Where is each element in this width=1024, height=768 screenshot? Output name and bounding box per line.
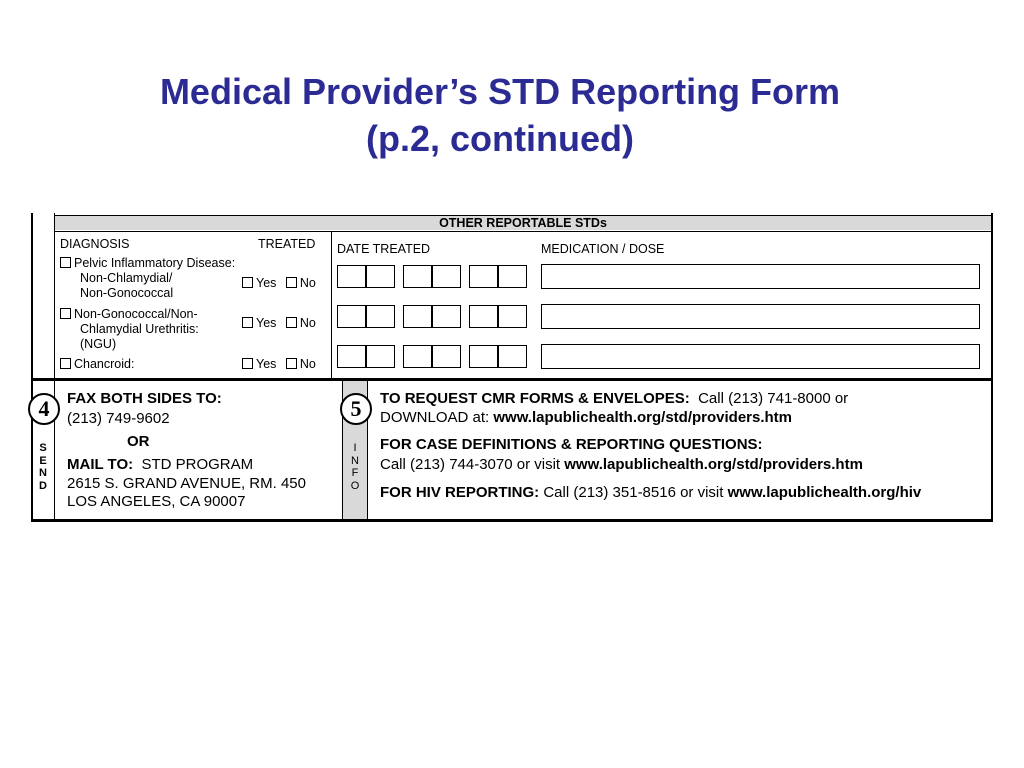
ngu-label-line2: Chlamydial Urethritis: xyxy=(80,322,199,336)
pid-label: Pelvic Inflammatory Disease: xyxy=(74,256,236,270)
medication-field-row-3[interactable] xyxy=(541,344,980,369)
diagnosis-row-pid xyxy=(60,256,235,270)
chancroid-no-checkbox[interactable] xyxy=(286,358,297,369)
col-medication: MEDICATION / DOSE xyxy=(541,242,665,256)
pid-label-line3: Non-Gonococcal xyxy=(80,286,174,300)
ngu-treated-options xyxy=(242,316,316,330)
or-label: OR xyxy=(127,433,150,450)
page-subtitle: (p.2, continued) xyxy=(366,118,634,159)
ngu-no-checkbox[interactable] xyxy=(286,317,297,328)
header-bottom-line xyxy=(55,231,991,232)
diagnosis-row-chancroid xyxy=(60,357,134,371)
hiv-link[interactable]: www.lapublichealth.org/hiv xyxy=(727,484,922,501)
medication-field-row-2[interactable] xyxy=(541,304,980,329)
medication-field-row-1[interactable] xyxy=(541,264,980,289)
pid-treated-options xyxy=(242,276,316,290)
address-line-2: LOS ANGELES, CA 90007 xyxy=(67,493,246,510)
mail-name: STD PROGRAM xyxy=(141,456,254,473)
request-forms-label: TO REQUEST CMR FORMS & ENVELOPES: xyxy=(380,390,690,407)
pid-no-label: No xyxy=(299,276,316,290)
fax-label: FAX BOTH SIDES TO: xyxy=(67,390,222,407)
send-vertical-label: S E N D xyxy=(39,442,47,492)
address-line-1: 2615 S. GRAND AVENUE, RM. 450 xyxy=(67,475,306,492)
mail-label: MAIL TO: xyxy=(67,456,134,473)
chancroid-no-label: No xyxy=(299,357,316,371)
pid-yes-checkbox[interactable] xyxy=(242,277,253,288)
providers-link[interactable]: www.lapublichealth.org/std/providers.htm xyxy=(493,409,793,426)
std-reporting-form xyxy=(31,213,993,521)
col-diagnosis: DIAGNOSIS xyxy=(60,237,130,251)
ngu-no-label: No xyxy=(299,316,316,330)
hiv-reporting-line xyxy=(380,484,921,501)
pid-yes-label: Yes xyxy=(256,276,277,290)
col-treated: TREATED xyxy=(258,237,316,251)
ngu-label: Non-Gonococcal/Non- xyxy=(74,307,198,321)
request-forms-line xyxy=(380,390,848,407)
case-providers-link[interactable]: www.lapublichealth.org/std/providers.htm xyxy=(564,456,863,473)
left-margin-line xyxy=(54,213,55,379)
section-header: OTHER REPORTABLE STDs xyxy=(439,216,607,230)
ngu-label-line3: (NGU) xyxy=(80,337,117,351)
page-title: Medical Provider’s STD Reporting Form xyxy=(159,71,841,112)
ngu-checkbox[interactable] xyxy=(60,308,71,319)
frame-bottom xyxy=(31,519,993,522)
download-label: DOWNLOAD at: xyxy=(380,409,490,426)
col-date-treated: DATE TREATED xyxy=(337,242,431,256)
download-line xyxy=(380,409,792,426)
chancroid-treated-options xyxy=(242,357,316,371)
chancroid-yes-checkbox[interactable] xyxy=(242,358,253,369)
chancroid-yes-label: Yes xyxy=(256,357,277,371)
section-divider xyxy=(31,378,993,381)
pid-checkbox[interactable] xyxy=(60,257,71,268)
case-definitions-line xyxy=(380,456,863,473)
pid-label-line2: Non-Chlamydial/ xyxy=(80,271,173,285)
ngu-yes-label: Yes xyxy=(256,316,277,330)
hiv-call: Call (213) 351-8516 or visit xyxy=(543,484,724,501)
mail-to xyxy=(67,456,253,473)
treated-divider xyxy=(331,232,332,379)
info-vertical-label: I N F O xyxy=(350,442,360,492)
hiv-reporting-label: FOR HIV REPORTING: xyxy=(380,484,540,501)
case-call: Call (213) 744-3070 or visit xyxy=(380,456,561,473)
chancroid-label: Chancroid: xyxy=(74,357,135,371)
ngu-yes-checkbox[interactable] xyxy=(242,317,253,328)
fax-number: (213) 749-9602 xyxy=(67,410,170,427)
pid-no-checkbox[interactable] xyxy=(286,277,297,288)
info-step-number: 5 xyxy=(340,393,372,425)
request-forms-call: Call (213) 741-8000 or xyxy=(698,390,849,407)
case-definitions-label: FOR CASE DEFINITIONS & REPORTING QUESTIONS: xyxy=(380,436,763,453)
chancroid-checkbox[interactable] xyxy=(60,358,71,369)
send-step-number: 4 xyxy=(28,393,60,425)
frame-right xyxy=(991,213,993,521)
diagnosis-row-ngu xyxy=(60,307,198,321)
